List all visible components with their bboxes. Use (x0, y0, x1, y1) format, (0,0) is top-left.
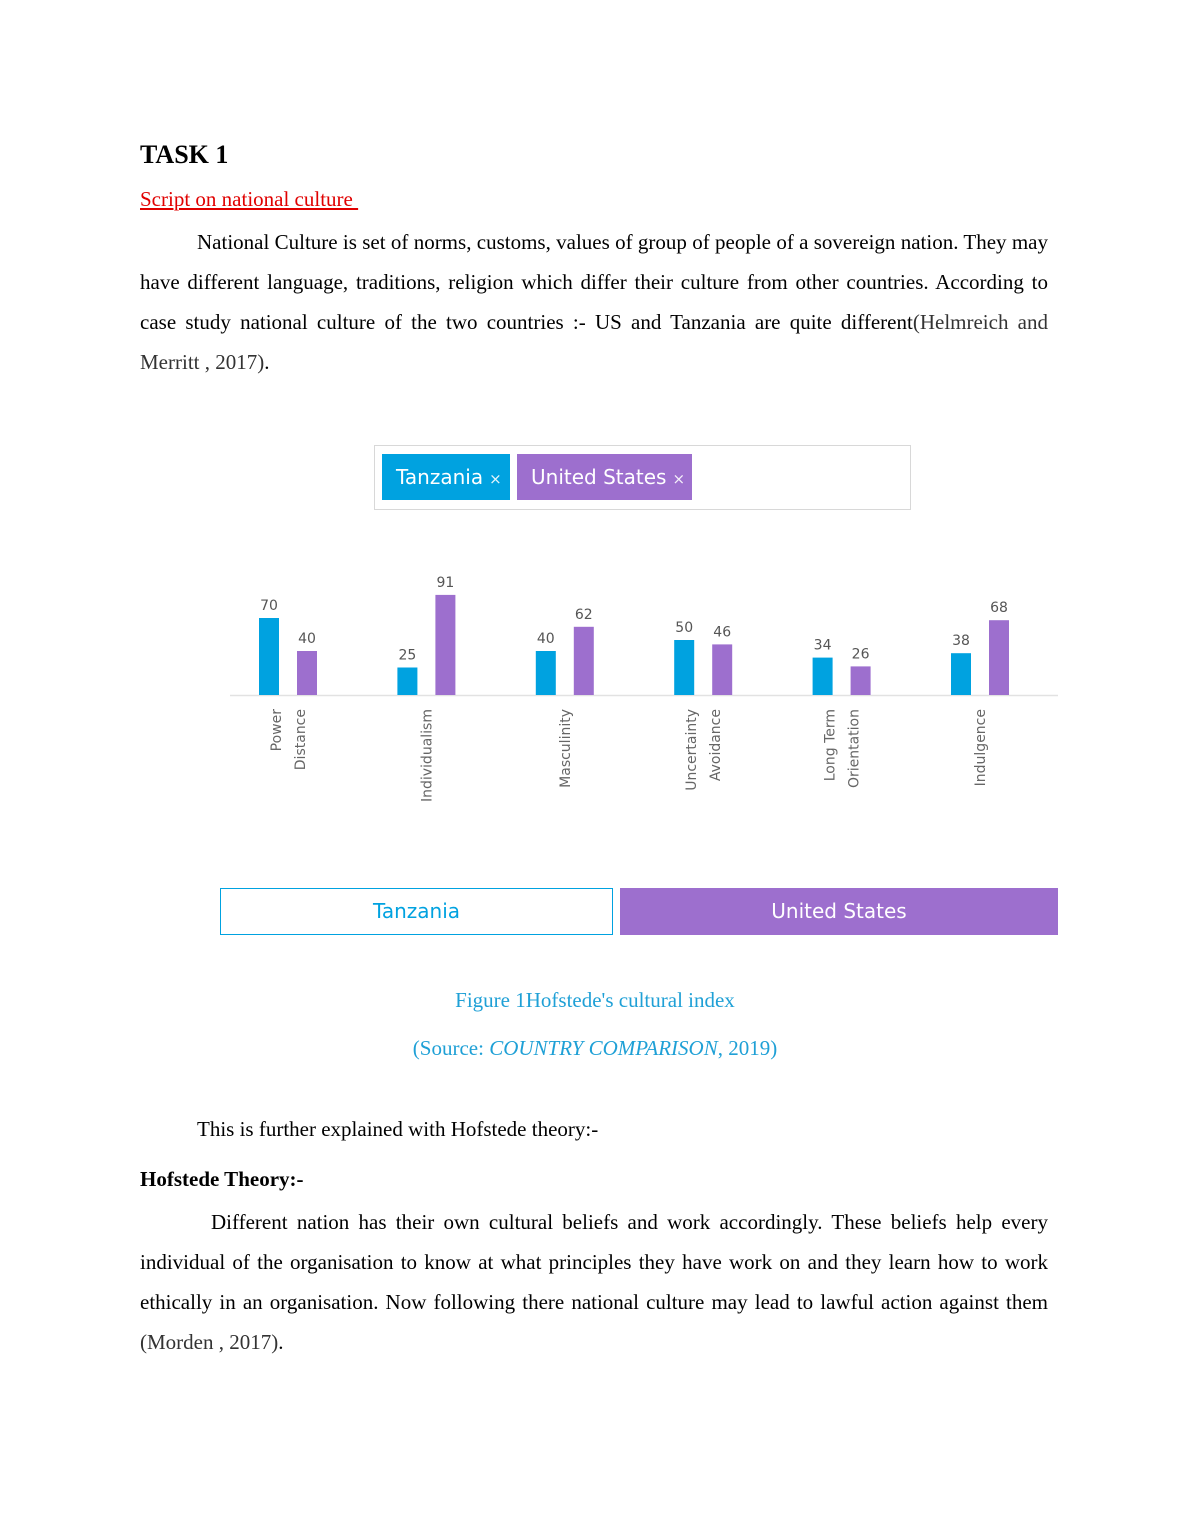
bar-united-states-individualism (435, 595, 455, 695)
data-label: 25 (398, 647, 417, 664)
country-selector[interactable] (374, 445, 911, 510)
country-chip-united-states[interactable] (517, 454, 692, 500)
bar-united-states-long-term-orientation (851, 666, 871, 695)
bar-united-states-masculinity (574, 627, 594, 695)
page-title: TASK 1 (140, 140, 229, 169)
data-label: 40 (298, 631, 316, 647)
paragraph-intro-hofstede: This is further explained with Hofstede theory:- (197, 1117, 599, 1141)
category-label: Indulgence (973, 709, 989, 787)
hofstede-bar-chart (228, 560, 1058, 820)
paragraph-hofstede-theory (140, 1202, 1048, 1362)
category-label: Uncertainty Avoidance (684, 709, 725, 791)
country-chip-tanzania[interactable] (382, 454, 510, 500)
category-label: Power Distance (269, 709, 309, 771)
data-label: 68 (990, 600, 1008, 617)
data-label: 40 (536, 631, 555, 647)
bar-tanzania-uncertainty-avoidance (674, 640, 694, 695)
category-label: Individualism (419, 709, 436, 803)
data-label: 38 (952, 633, 970, 650)
data-label: 50 (675, 620, 694, 636)
paragraph-text: National Culture is set of norms, customs, values of group of people of a sovereign nation. They may have different language, traditions, religion which differ their culture from other countries. According to case study national culture of the two countries :- US and Tanzania are quite different (140, 230, 1048, 334)
bar-tanzania-individualism (397, 668, 417, 696)
source-title: COUNTRY COMPARISON (489, 1036, 718, 1060)
tanzania-button[interactable]: Tanzania (220, 888, 613, 935)
source-prefix: (Source: (412, 1036, 490, 1060)
data-label: 46 (713, 624, 732, 641)
figure-source (0, 1036, 1190, 1061)
chip-label: Tanzania (396, 465, 484, 489)
bar-tanzania-long-term-orientation (813, 658, 833, 695)
close-icon[interactable]: × (489, 470, 502, 488)
bar-united-states-uncertainty-avoidance (712, 644, 732, 695)
bar-united-states-indulgence (989, 620, 1009, 695)
section-subtitle: Script on national culture (140, 187, 359, 211)
section-heading-hofstede: Hofstede Theory:- (140, 1167, 304, 1191)
chip-label: United States (531, 465, 667, 489)
paragraph-text: Different nation has their own cultural beliefs and work accordingly. These beliefs help every individual of the organisation to know at what principles they have work on and they learn how to work ethically in an organisation. Now following there national culture may lead to lawful action against them (140, 1210, 1048, 1314)
data-label: 26 (851, 646, 870, 663)
bar-united-states-power-distance (297, 651, 317, 695)
bar-tanzania-masculinity (536, 651, 556, 695)
paragraph-national-culture (140, 222, 1048, 382)
paragraph-end: . (264, 350, 270, 374)
data-label: 34 (813, 637, 832, 654)
figure-caption: Figure 1Hofstede's cultural index (455, 988, 735, 1012)
source-suffix: , 2019) (717, 1036, 778, 1060)
united-states-button[interactable]: United States (620, 888, 1058, 935)
data-label: 70 (260, 598, 278, 614)
citation: (Morden , 2017) (140, 1330, 279, 1354)
category-label: Long Term Orientation (822, 709, 863, 789)
close-icon[interactable]: × (672, 470, 686, 488)
citation: (Helmreich and Merritt , 2017) (140, 310, 1048, 374)
data-label: 62 (574, 606, 593, 623)
paragraph-end: . (278, 1330, 284, 1354)
bar-tanzania-power-distance (259, 618, 279, 695)
data-label: 91 (436, 574, 455, 591)
category-label: Masculinity (557, 709, 574, 788)
bar-tanzania-indulgence (951, 653, 971, 695)
